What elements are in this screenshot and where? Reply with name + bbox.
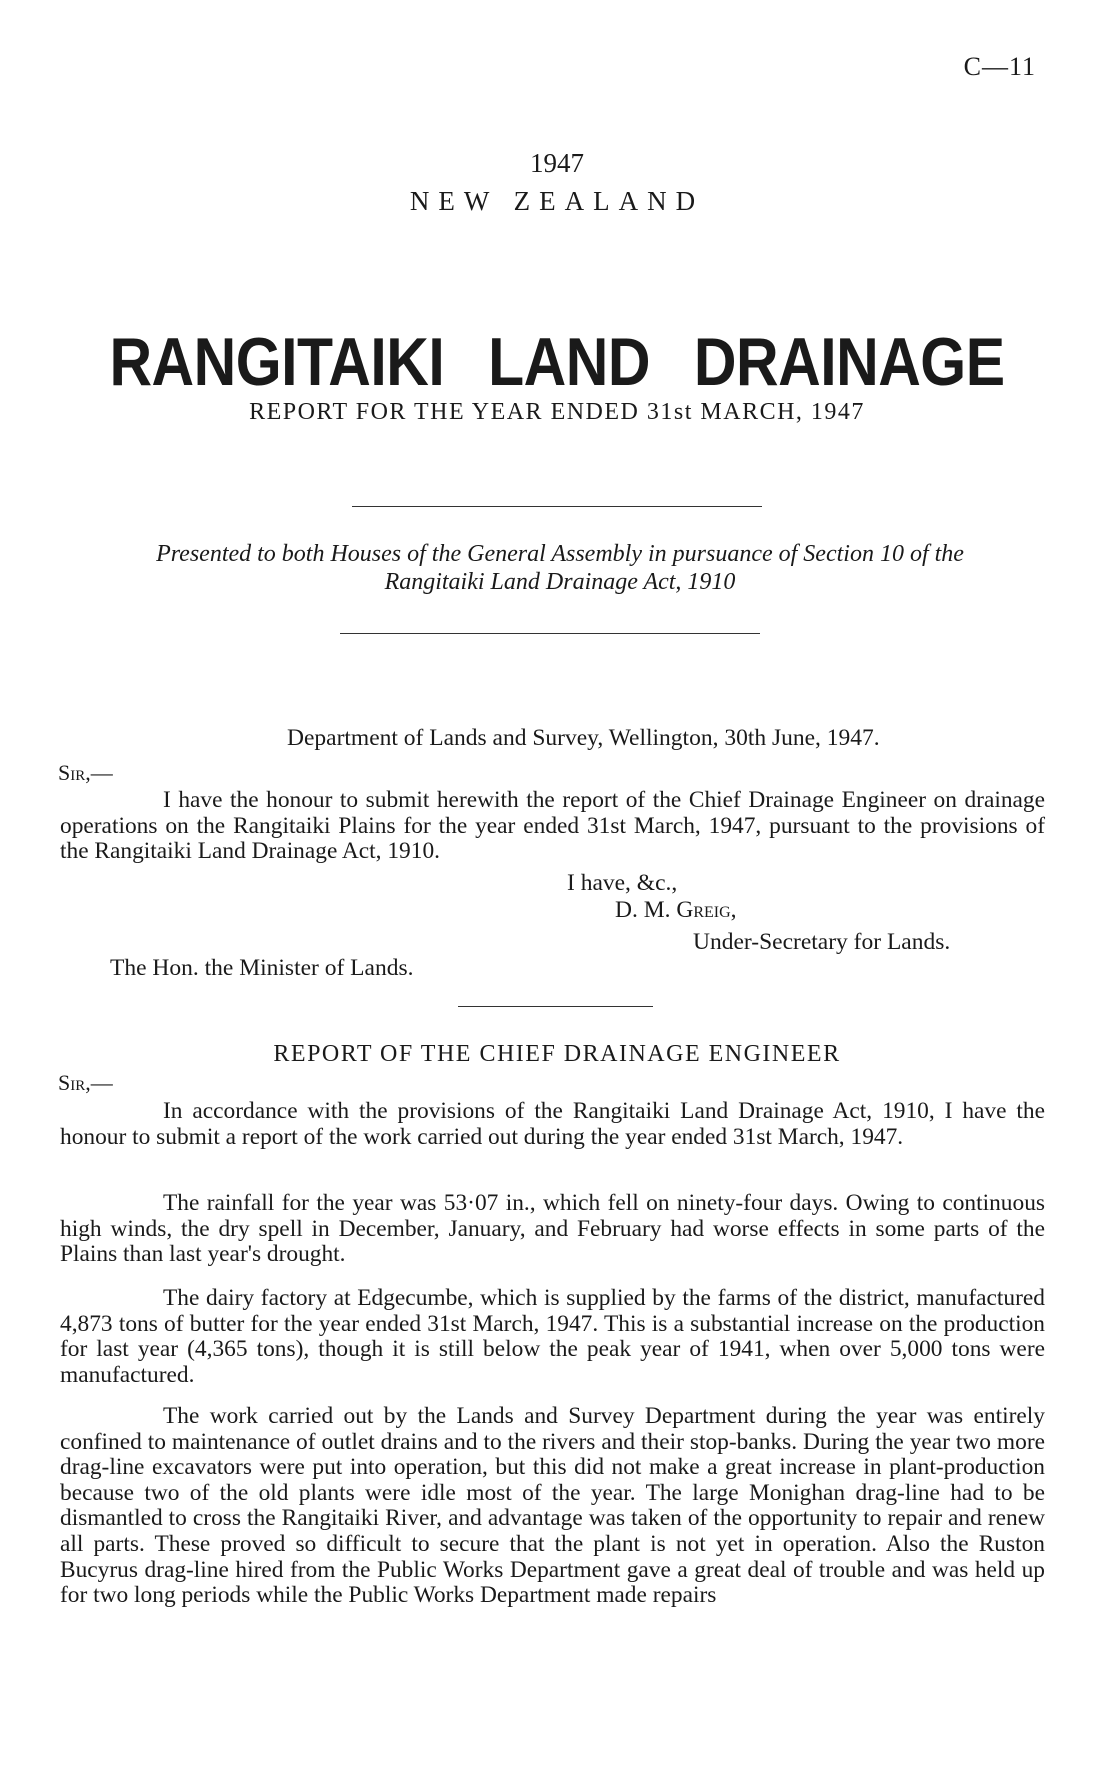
letter-closing: I have, &c., — [567, 870, 678, 896]
document-title: RANGITAIKI LAND DRAINAGE — [109, 324, 1005, 401]
divider-rule — [458, 1006, 653, 1007]
divider-rule — [340, 633, 760, 634]
presentation-note-line: Presented to both Houses of the General Assembly in pursuance of Section 10 of the — [156, 541, 964, 567]
report-paragraph: The dairy factory at Edgecumbe, which is supplied by the farms of the district, manufactured 4,873 tons of butter for the year ended 31st March, 1947. This is a substantial increase on the production for last year (4,365 tons), though it is still below the peak year of 1941, when over 5,000 tons were manufactured. — [60, 1285, 1045, 1388]
presentation-note — [70, 540, 1050, 596]
report-paragraph: The work carried out by the Lands and Survey Department during the year was entirely confined to maintenance of outlet drains and to the rivers and their stop-banks. During the year two more drag-line excavators were put into operation, but this did not make a great increase in plant-production because two of the old plants were idle most of the year. The large Monighan drag-line had to be dismantled to cross the Rangitaiki River, and advantage was taken of the opportunity to repair and renew all parts. These proved so difficult to secure that the plant is not yet in operation. Also the Ruston Bucyrus drag-line hired from the Public Works Department gave a great deal of trouble and was held up for two long periods while the Public Works Department made repairs — [60, 1403, 1045, 1609]
letter-salutation: Sir,— — [58, 760, 113, 785]
report-paragraph: In accordance with the provisions of the Rangitaiki Land Drainage Act, 1910, I have the honour to submit a report of the work carried out during the year ended 31st March, 1947. — [60, 1098, 1045, 1150]
divider-rule — [352, 506, 762, 507]
letter-dateline: Department of Lands and Survey, Wellington, 30th June, 1947. — [287, 725, 880, 751]
page-id: C—11 — [963, 52, 1036, 81]
presentation-note-line: Rangitaiki Land Drainage Act, 1910 — [384, 569, 736, 595]
letter-signatory-title: Under-Secretary for Lands. — [693, 929, 951, 955]
letter-addressee: The Hon. the Minister of Lands. — [110, 955, 414, 981]
letter-body: I have the honour to submit herewith the report of the Chief Drainage Engineer on drainage operations on the Rangitaiki Plains for the year ended 31st March, 1947, pursuant to the provisions of the Rangitaiki Land Drainage Act, 1910. — [60, 787, 1045, 865]
country-heading: NEW ZEALAND — [409, 186, 705, 216]
report-paragraph: The rainfall for the year was 53·07 in., which fell on ninety-four days. Owing to continuous high winds, the dry spell in December, January, and February had worse effects in some parts of the Plains than last year's drought. — [60, 1190, 1045, 1268]
letter-signatory: D. M. Greig, — [615, 897, 737, 923]
document-subtitle: REPORT FOR THE YEAR ENDED 31st MARCH, 1947 — [249, 399, 865, 425]
report-heading: REPORT OF THE CHIEF DRAINAGE ENGINEER — [273, 1041, 841, 1067]
document-year: 1947 — [530, 148, 584, 178]
report-salutation: Sir,— — [58, 1070, 113, 1095]
